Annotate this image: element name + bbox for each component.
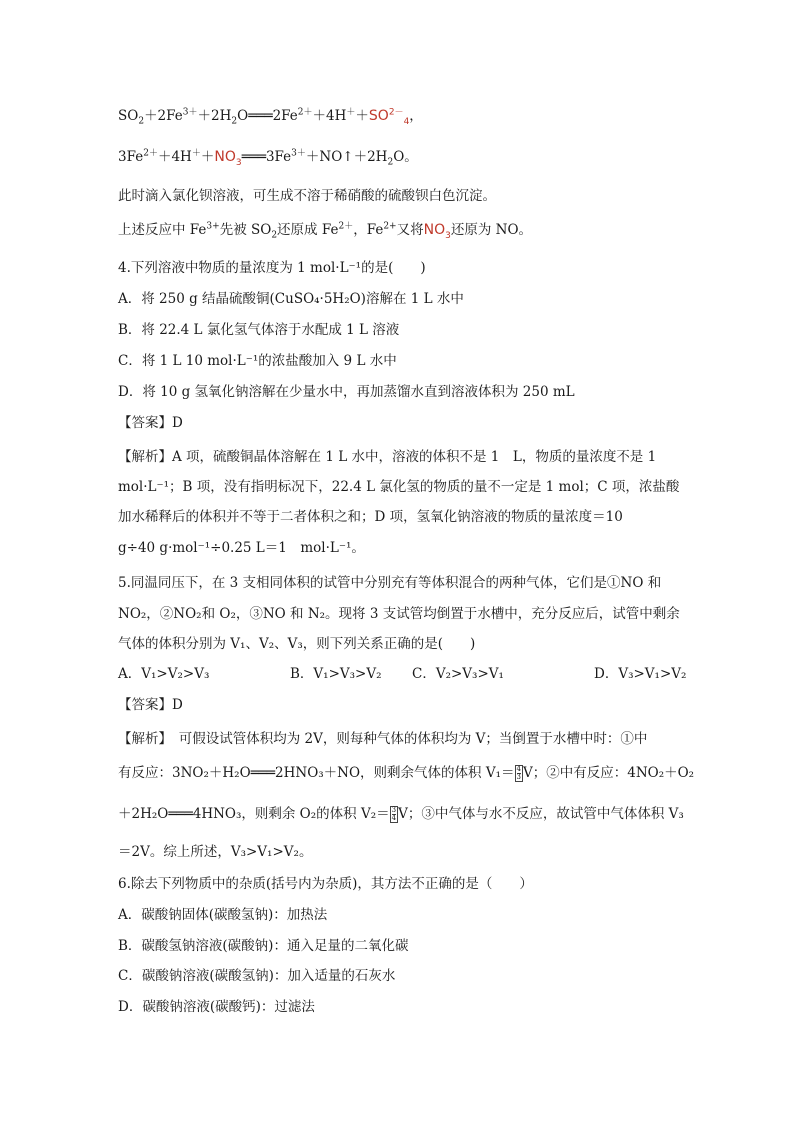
- ion-symbol: NO: [423, 222, 446, 238]
- fraction-denominator: 3: [516, 773, 521, 781]
- eq-text: O═══2Fe: [237, 108, 298, 124]
- q6-stem: 6.除去下列物质中的杂质(括号内为杂质)，其方法不正确的是（ ）: [118, 876, 533, 892]
- note-sub: 2: [271, 230, 278, 241]
- ion-charge: 2－: [388, 107, 404, 118]
- eq-text: ═══3Fe: [241, 149, 292, 165]
- note-text: ，Fe: [353, 222, 384, 238]
- q6-option-a: A．碳酸钠固体(碳酸氢钠)：加热法: [118, 907, 328, 923]
- eq-sup: 3＋: [291, 148, 306, 159]
- q5-option-a: A．V₁>V₂>V₃: [118, 666, 210, 682]
- ion-symbol: NO: [214, 149, 236, 165]
- eq-sup: ＋: [191, 148, 201, 159]
- note-text: 还原成 Fe: [277, 222, 339, 238]
- q4-explanation-3: 加水稀释后的体积并不等于二者体积之和；D 项，氢氧化钠溶液的物质的量浓度＝10: [118, 509, 623, 525]
- note-text: 又将: [396, 222, 424, 238]
- eq-text: O。: [393, 149, 418, 165]
- q4-explanation-4: g÷40 g·mol⁻¹÷0.25 L＝1 mol·L⁻¹。: [118, 540, 365, 556]
- fraction-denominator: 4: [391, 814, 397, 822]
- eq-sup: 2＋: [143, 148, 158, 159]
- note-sup: 2+: [383, 221, 397, 232]
- eq-sup: 2＋: [297, 107, 313, 118]
- equation-1: [118, 106, 678, 126]
- eq-sub: 2: [387, 157, 394, 168]
- q5-explanation-1: 【解析】 可假设试管体积均为 2V，则每种气体的体积均为 V；当倒置于水槽中时：①中: [118, 731, 648, 747]
- eq-text: ＋4H: [312, 108, 347, 124]
- sulfate-ion: [368, 107, 410, 127]
- ion-sub: 3: [445, 230, 451, 241]
- eq-text: ＋4H: [157, 149, 192, 165]
- note-line-2: [118, 220, 678, 240]
- fraction-box: [515, 765, 523, 782]
- eq-text: ＋2H: [197, 108, 232, 124]
- q4-option-a: A．将 250 g 结晶硫酸铜(CuSO₄·5H₂O)溶解在 1 L 水中: [118, 291, 464, 307]
- nitrate-ion: [214, 149, 242, 168]
- note-text: 还原为 NO。: [450, 222, 533, 238]
- q5-option-b: B．V₁>V₃>V₂: [290, 666, 382, 682]
- q4-option-d: D．将 10 g 氢氧化钠溶解在少量水中，再加蒸馏水直到溶液体积为 250 mL: [118, 384, 575, 400]
- note-text: 先被 SO: [219, 222, 272, 238]
- equation-2: [118, 147, 678, 167]
- eq-sub: 2: [231, 116, 238, 127]
- note-line-1: 此时滴入氯化钡溶液，可生成不溶于稀硝酸的硫酸钡白色沉淀。: [118, 188, 496, 204]
- eq-text: ＋2Fe: [144, 108, 183, 124]
- q5-stem-2: NO₂，②NO₂和 O₂，③NO 和 N₂。现将 3 支试管均倒置于水槽中，充分反应后，试管中剩余: [118, 606, 680, 622]
- q6-option-b: B．碳酸氢钠溶液(碳酸钠)：通入足量的二氧化碳: [118, 938, 409, 954]
- eq-sup: 3＋: [182, 107, 198, 118]
- ion-sub: 4: [403, 116, 410, 127]
- eq-text: ＋: [200, 149, 215, 165]
- eq-text: 3Fe: [118, 149, 144, 165]
- q5-option-d: D．V₃>V₁>V₂: [594, 666, 687, 682]
- q4-option-b: B．将 22.4 L 氯化氢气体溶于水配成 1 L 溶液: [118, 322, 400, 338]
- q4-explanation-2: mol·L⁻¹；B 项，没有指明标况下，22.4 L 氯化氢的物质的量不一定是 1 mol；C 项，浓盐酸: [118, 479, 680, 495]
- q4-answer: 【答案】D: [118, 415, 183, 431]
- q5-stem-1: 5.同温同压下，在 3 支相同体积的试管中分别充有等体积混合的两种气体，它们是①NO 和: [118, 575, 662, 591]
- q5-explanation-4: ＝2V。综上所述，V₃>V₁>V₂。: [118, 844, 313, 860]
- exp-text: 有反应：3NO₂＋H₂O═══2HNO₃＋NO，则剩余气体的体积 V₁＝: [118, 765, 515, 781]
- exp-text: ＋2H₂O═══4HNO₃，则剩余 O₂的体积 V₂＝: [118, 806, 390, 822]
- eq-text: ＋NO↑＋2H: [305, 149, 388, 165]
- note-sup: 3+: [206, 221, 220, 232]
- q4-explanation-1: 【解析】A 项，硫酸铜晶体溶解在 1 L 水中，溶液的体积不是 1 L，物质的量浓度不是 1: [118, 449, 657, 465]
- ion-sub: 3: [235, 157, 242, 168]
- q5-answer: 【答案】D: [118, 697, 183, 713]
- q4-stem: 4.下列溶液中物质的量浓度为 1 mol·L⁻¹的是( ): [118, 260, 426, 276]
- q6-option-c: C．碳酸钠溶液(碳酸氢钠)：加入适量的石灰水: [118, 968, 396, 984]
- note-text: 上述反应中 Fe: [118, 222, 207, 238]
- q5-stem-3: 气体的体积分别为 V₁、V₂、V₃，则下列关系正确的是( ): [118, 636, 476, 652]
- q5-explanation-2: [118, 763, 695, 783]
- q4-option-c: C．将 1 L 10 mol·L⁻¹的浓盐酸加入 9 L 水中: [118, 353, 397, 369]
- exp-text: V；③中气体与水不反应，故试管中气体体积 V₃: [398, 806, 684, 822]
- q6-option-d: D．碳酸钠溶液(碳酸钙)：过滤法: [118, 999, 315, 1015]
- eq-sup: ＋: [346, 107, 356, 118]
- eq-sub: 2: [138, 116, 145, 127]
- fraction-numerator: 3: [391, 806, 397, 814]
- eq-text: ，: [409, 108, 423, 124]
- nitrate-ion: [423, 222, 451, 241]
- exp-text: V；②中有反应：4NO₂＋O₂: [522, 765, 695, 781]
- note-sup: 2＋: [338, 221, 354, 232]
- fraction-numerator: 4: [516, 765, 521, 773]
- q5-option-c: C．V₂>V₃>V₁: [412, 666, 504, 682]
- q5-explanation-3: [118, 804, 684, 824]
- fraction-box: [390, 806, 398, 823]
- eq-text: ＋: [355, 108, 369, 124]
- ion-symbol: SO: [368, 108, 389, 124]
- eq-text: SO: [118, 108, 139, 124]
